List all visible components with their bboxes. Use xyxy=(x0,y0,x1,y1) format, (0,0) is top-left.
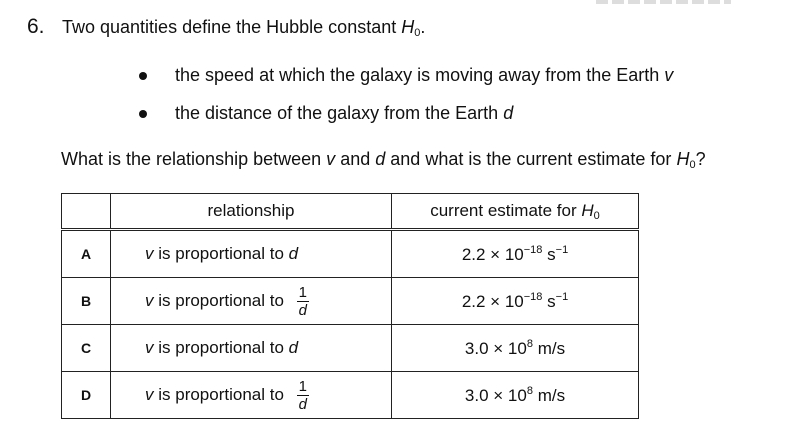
header-estimate-symbol: H xyxy=(581,200,594,220)
frac-denominator: d xyxy=(298,395,307,413)
rel-text: is proportional to xyxy=(158,290,284,310)
est-unit: m/s xyxy=(537,338,566,358)
relationship-cell xyxy=(111,372,392,419)
top-watermark-strip xyxy=(596,0,731,4)
table-row xyxy=(62,278,639,325)
bullet-text-body: the speed at which the galaxy is moving away from the Earth xyxy=(175,65,660,85)
intro-text: Two quantities define the Hubble constant xyxy=(62,17,397,37)
rel-text: is proportional to xyxy=(158,338,284,357)
rel-text: is proportional to xyxy=(158,384,284,404)
est-exp: −18 xyxy=(523,243,543,256)
frac-numerator: 1 xyxy=(298,283,307,301)
fraction xyxy=(297,284,309,319)
option-key[interactable]: D xyxy=(62,372,111,419)
rel-target: d xyxy=(288,244,299,263)
prompt-part: What is the relationship between xyxy=(61,149,322,169)
option-key[interactable]: C xyxy=(62,325,111,372)
bullet-text xyxy=(175,103,513,124)
fraction xyxy=(297,378,309,413)
rel-var: v xyxy=(145,384,154,404)
table-row xyxy=(62,325,639,372)
table-header-row xyxy=(62,194,639,230)
prompt-part: and xyxy=(340,149,371,169)
question-number: 6. xyxy=(27,15,45,38)
est-unit-exp: −1 xyxy=(555,290,569,303)
estimate-cell xyxy=(392,230,639,278)
frac-numerator: 1 xyxy=(298,377,307,395)
header-relationship: relationship xyxy=(111,194,392,230)
rel-text: is proportional to xyxy=(158,244,284,263)
rel-var: v xyxy=(145,290,154,310)
bullet-dot xyxy=(139,110,147,118)
estimate-cell xyxy=(392,278,639,325)
est-exp: 8 xyxy=(526,337,533,350)
est-unit: m/s xyxy=(537,385,566,405)
header-estimate-text: current estimate for xyxy=(430,200,577,220)
est-unit-exp: −1 xyxy=(555,243,569,256)
prompt-end: ? xyxy=(695,149,706,169)
relationship-cell xyxy=(111,278,392,325)
estimate-cell xyxy=(392,325,639,372)
header-key-cell xyxy=(62,194,111,230)
option-key[interactable]: B xyxy=(62,278,111,325)
prompt-var-d: d xyxy=(375,149,386,169)
table-row xyxy=(62,230,639,278)
est-unit: s xyxy=(547,244,556,264)
bullet-text xyxy=(175,65,673,86)
prompt-var-v: v xyxy=(326,149,336,169)
est-unit: s xyxy=(547,291,556,311)
est-exp: −18 xyxy=(523,290,543,303)
prompt-var-h-sub: 0 xyxy=(689,159,696,171)
rel-var: v xyxy=(145,338,154,357)
est-mantissa: 2.2 × 10 xyxy=(461,291,524,311)
estimate-cell xyxy=(392,372,639,419)
option-key[interactable]: A xyxy=(62,230,111,278)
hubble-symbol-sub: 0 xyxy=(414,27,421,39)
rel-target: d xyxy=(288,338,299,357)
answer-table xyxy=(61,193,639,419)
relationship-cell xyxy=(111,325,392,372)
table-row xyxy=(62,372,639,419)
relationship-cell xyxy=(111,230,392,278)
est-exp: 8 xyxy=(526,384,533,397)
est-mantissa: 3.0 × 10 xyxy=(464,338,527,358)
est-mantissa: 3.0 × 10 xyxy=(464,385,527,405)
question-intro xyxy=(62,17,425,39)
intro-period: . xyxy=(420,17,426,37)
question-prompt xyxy=(61,149,706,171)
prompt-part: and what is the current estimate for xyxy=(390,149,672,169)
header-estimate-sub: 0 xyxy=(593,209,600,222)
bullet-variable: d xyxy=(503,103,514,123)
bullet-variable: v xyxy=(664,65,674,85)
est-mantissa: 2.2 × 10 xyxy=(461,244,524,264)
header-estimate xyxy=(392,194,639,230)
prompt-var-h: H xyxy=(676,149,690,169)
hubble-symbol: H xyxy=(401,17,415,37)
frac-denominator: d xyxy=(298,301,307,319)
bullet-text-body: the distance of the galaxy from the Earth xyxy=(175,103,499,123)
rel-var: v xyxy=(145,244,154,263)
bullet-dot xyxy=(139,72,147,80)
